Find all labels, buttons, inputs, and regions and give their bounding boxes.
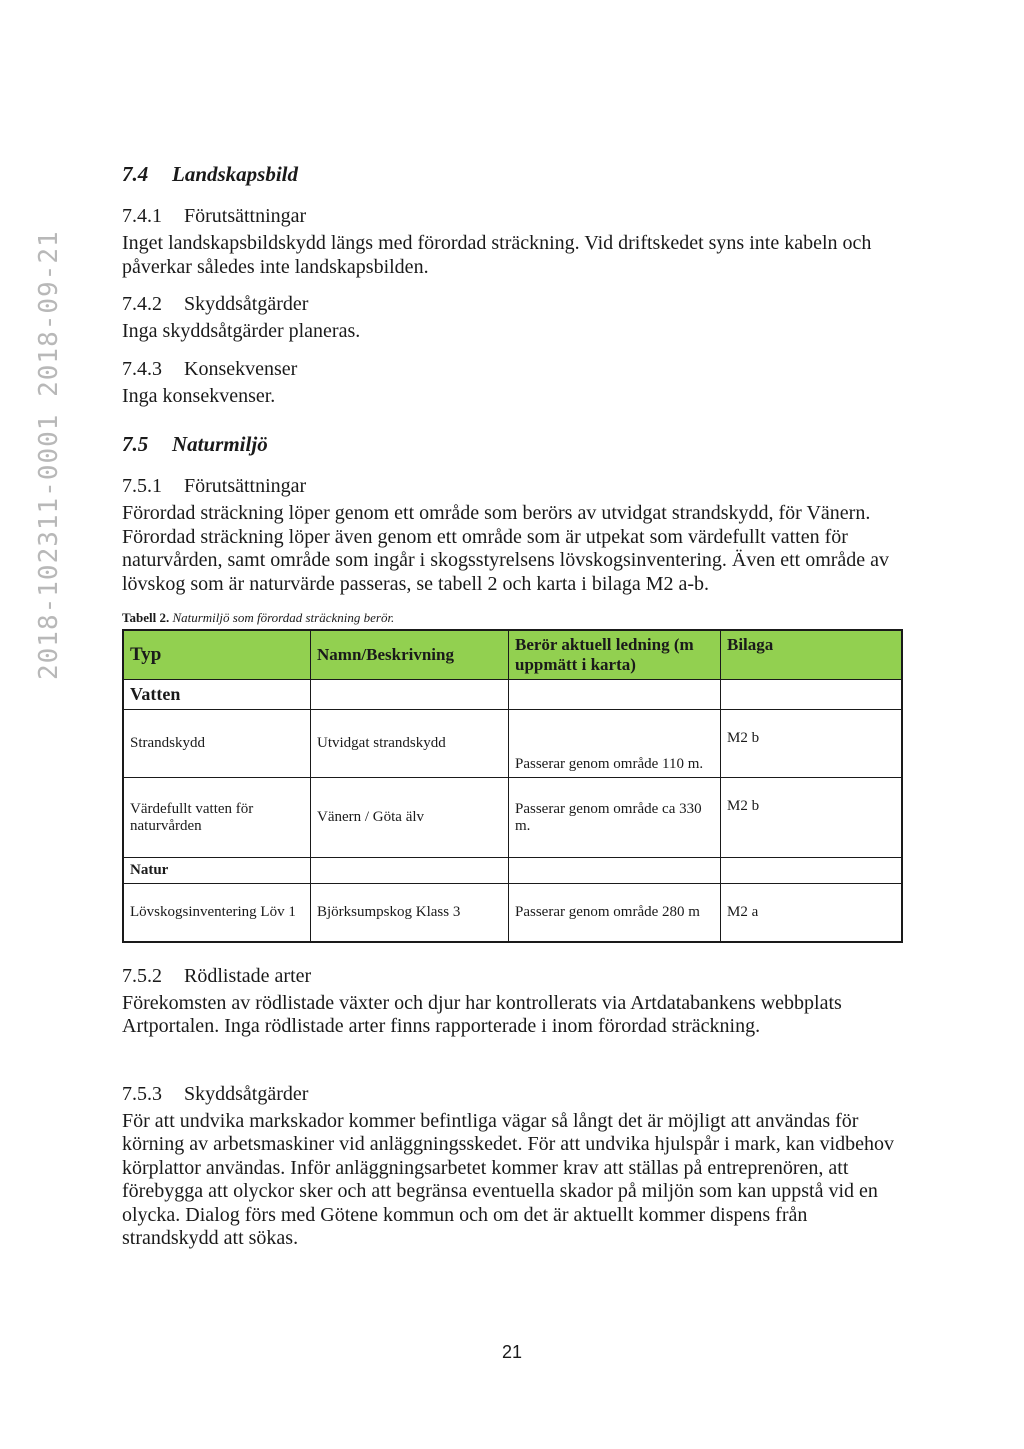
heading-number: 7.4 (122, 162, 149, 186)
caption-label: Tabell 2. (122, 610, 170, 625)
cell-namn: Utvidgat strandskydd (311, 710, 509, 778)
cell-typ: Värdefullt vatten för naturvården (123, 778, 311, 858)
table-header-row (123, 630, 902, 680)
cell-namn: Vänern / Göta älv (311, 778, 509, 858)
heading-title: Naturmiljö (172, 432, 268, 456)
heading-number: 7.5 (122, 432, 149, 456)
heading-number: 7.4.2 (122, 293, 162, 315)
paragraph-7-5-2: Förekomsten av rödlistade växter och djur har kontrollerats via Artdatabankens webbplats Artportalen. Inga rödlistade arter finns rapporterade i inom förordad sträckning. (122, 991, 842, 1037)
heading-number: 7.5.3 (122, 1082, 162, 1105)
heading-title: Rödlistade arter (184, 964, 312, 987)
cell-bilaga: M2 b (721, 778, 903, 858)
header-namn: Namn/Beskrivning (311, 630, 509, 680)
category-row-natur (123, 858, 902, 884)
cell-typ: Strandskydd (123, 710, 311, 778)
caption-text: Naturmiljö som förordad sträckning berör. (172, 610, 395, 625)
category-row-vatten (123, 680, 902, 710)
heading-title: Förutsättningar (184, 475, 307, 497)
heading-7-5-1 (122, 475, 907, 498)
page-number: 21 (501, 1342, 523, 1362)
heading-title: Skyddsåtgärder (184, 293, 309, 315)
heading-number: 7.5.1 (122, 475, 162, 497)
heading-7-5 (122, 432, 907, 457)
cell-bilaga: M2 b (721, 710, 903, 778)
naturmiljo-table (122, 629, 903, 943)
heading-7-4 (122, 162, 907, 187)
heading-7-5-2 (122, 965, 907, 988)
paragraph-7-4-1: Inget landskapsbildskydd längs med förordad sträckning. Vid driftskedet syns inte kabeln och påverkar således inte landskapsbilden. (122, 232, 872, 278)
heading-title: Förutsättningar (184, 205, 307, 227)
heading-7-4-1 (122, 205, 907, 228)
cell-beror: Passerar genom område 110 m. (509, 710, 721, 778)
cell-beror: Passerar genom område 280 m (509, 884, 721, 942)
heading-title: Skyddsåtgärder (184, 1082, 309, 1105)
paragraph-7-4-2: Inga skyddsåtgärder planeras. (122, 320, 361, 342)
heading-title: Konsekvenser (184, 357, 298, 380)
category-label: Vatten (123, 680, 311, 710)
cell-namn: Björksumpskog Klass 3 (311, 884, 509, 942)
heading-7-5-3 (122, 1083, 907, 1106)
page-content (122, 162, 907, 1265)
heading-number: 7.5.2 (122, 964, 162, 987)
header-typ: Typ (123, 630, 311, 680)
paragraph-7-4-3: Inga konsekvenser. (122, 384, 276, 407)
table-row (123, 884, 902, 942)
paragraph-7-5-3: För att undvika markskador kommer befintliga vägar så långt det är möjligt att användas för körning av arbetsmaskiner vid anläggningsskedet. För att undvika hjulspår i mark, kan vidbehov körplattor användas. Inför anläggningsarbetet kommer krav att ställas på entreprenören, att förebygga att olyckor sker och att begränsa eventuella skador på miljön som kan uppstå vid en olycka. Dialog förs med Götene kommun och om det är aktuellt kommer dispens från strandskydd att sökas. (122, 1109, 895, 1249)
paragraph-7-5-1: Förordad sträckning löper genom ett område som berörs av utvidgat strandskydd, för Vänern. Förordad sträckning löper även genom ett område som är utpekat som värdefullt vatten för naturvården, samt område som ingår i skogsstyrelsens lövskogsinventering. Även ett område av lövskog som är naturvärde passeras, se tabell 2 och karta i bilaga M2 a-b. (122, 502, 890, 595)
heading-7-4-3 (122, 358, 907, 381)
heading-number: 7.4.3 (122, 357, 162, 380)
heading-number: 7.4.1 (122, 205, 162, 227)
header-bilaga: Bilaga (721, 630, 903, 680)
table-row (123, 778, 902, 858)
cell-beror: Passerar genom område ca 330 m. (509, 778, 721, 858)
cell-typ: Lövskogsinventering Löv 1 (123, 884, 311, 942)
category-label: Natur (123, 858, 311, 884)
heading-7-4-2 (122, 293, 907, 316)
table-row (123, 710, 902, 778)
table-caption (122, 610, 907, 626)
cell-bilaga: M2 a (721, 884, 903, 942)
document-stamp: 2018-102311-0001 2018-09-21 (34, 230, 64, 680)
heading-title: Landskapsbild (172, 162, 299, 186)
header-beror: Berör aktuell ledning (m uppmätt i karta) (509, 630, 721, 680)
